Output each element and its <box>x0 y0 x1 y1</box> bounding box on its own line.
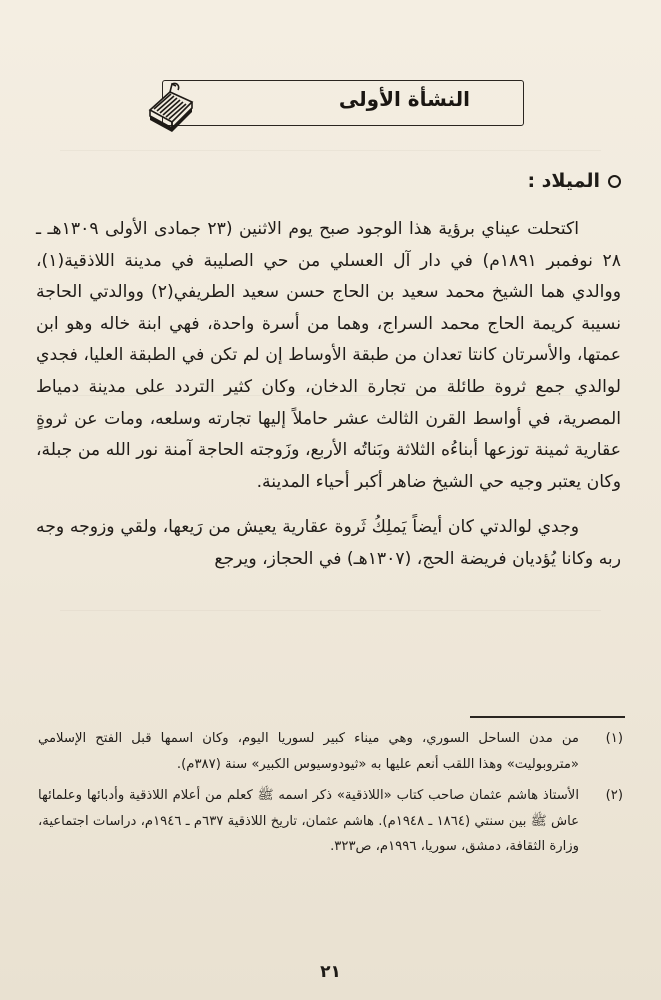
body-paragraph: اكتحلت عيناي برؤية هذا الوجود صبح يوم الاثنين (٢٣ جمادى الأولى ١٣٠٩هـ ـ ٢٨ نوفمبر ١٨٩١م) في دار آل العسلي من حي الصليبة في مدينة اللاذقية(١)، ووالدي هما الشيخ محمد سعيد بن الحاج حسن سعيد الطريفي(٢) ووالدتي الحاجة نسيبة كريمة الحاج محمد السراج، وهما من أسرة واحدة، فهي ابنة خاله وهو ابن عمتها، والأسرتان كانتا تعدان من طبقة الأوساط إن لم تكن في الطبقة العليا، فجدي لوالدي جمع ثروة طائلة من تجارة الدخان، وكان كثير التردد على مدينة دمياط المصرية، في أواسط القرن الثالث عشر حاملاً إليها تجارته وسلعه، ومات عن ثروةٍ عقارية ثمينة توزعها أبناءُه الثلاثة وبَناتُه الأربع، وزَوجته الحاجة آمنة نور الله من جبلة، وكان يعتبر وجيه حي الشيخ ضاهر أكبر أحياء المدينة. <box>36 219 622 492</box>
section-heading-text: الميلاد : <box>527 170 600 192</box>
footnote-number: (٢) <box>605 788 623 803</box>
book-icon <box>144 76 196 132</box>
section-heading <box>527 170 621 192</box>
footnote-number: (١) <box>605 731 623 746</box>
footnote-text: الأستاذ هاشم عثمان صاحب كتاب «اللاذقية» ذكر اسمه ﷺ كعلم من أعلام اللاذقية وأدبائها وعلمائها عاش ﷺ بين سنتي (١٨٦٤ ـ ١٩٤٨م). هاشم عثمان، تاريخ اللاذقية ٦٣٧م ـ ١٩٤٦م، دراسات اجتماعية، وزارة الثقافة، دمشق، سوريا، ١٩٩٦م، ص٣٢٣. <box>38 788 579 854</box>
footnote <box>38 726 623 777</box>
footnote-text: من مدن الساحل السوري، وهي ميناء كبير لسوريا اليوم، وكان اسمها قبل الفتح الإسلامي «متروبوليت» وهذا اللقب أنعم عليها به «ثيودوسيوس الكبير» سنة (٣٨٧م). <box>38 731 579 772</box>
show-through-line <box>60 150 601 151</box>
body-paragraph: وجدي لوالدتي كان أيضاً يَملِكُ ثَروة عقارية يعيش من رَيعها، ولقي وزوجه وجه ربه وكانا يُؤديان فريضة الحج، (١٣٠٧هـ) في الحجاز، ويرجع <box>36 517 621 569</box>
show-through-line <box>60 610 601 611</box>
footnotes <box>38 726 623 860</box>
chapter-header <box>148 72 524 132</box>
chapter-title: النشأة الأولى <box>338 87 470 111</box>
body-text <box>36 214 621 576</box>
page-number: ٢١ <box>320 962 341 982</box>
footnote <box>38 783 623 860</box>
footnote-divider <box>470 716 625 718</box>
circle-bullet-icon <box>608 175 621 188</box>
